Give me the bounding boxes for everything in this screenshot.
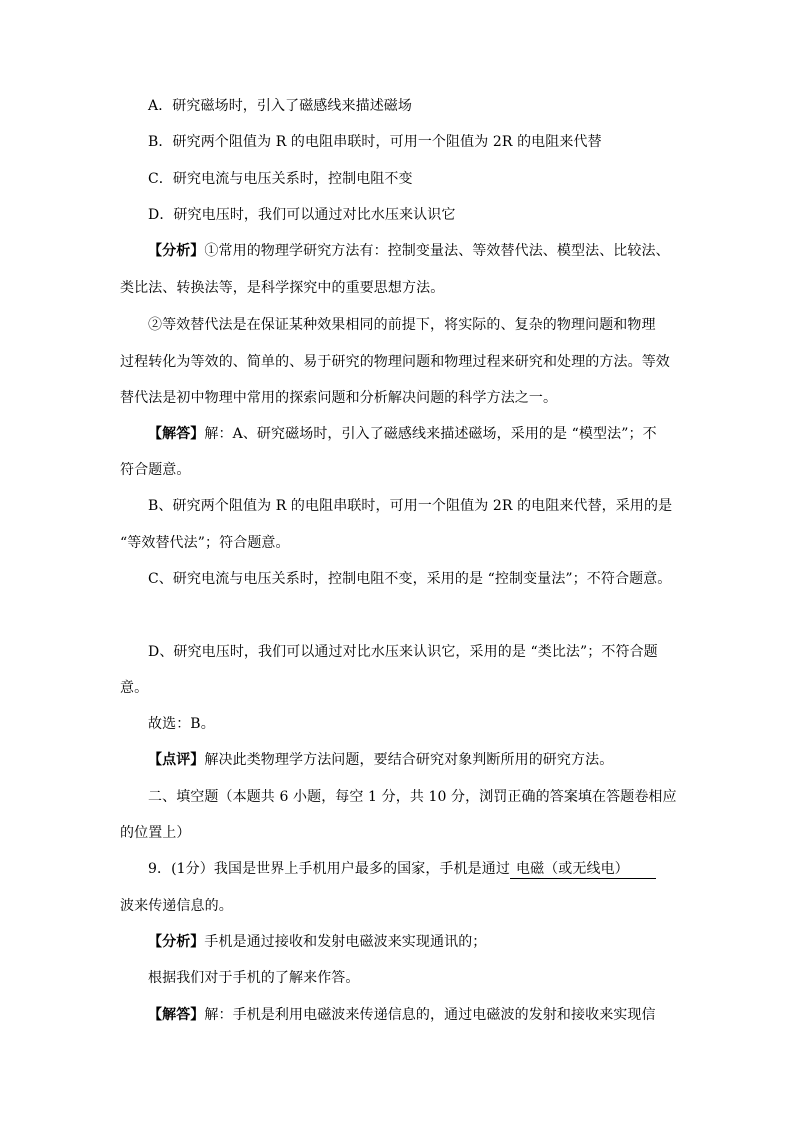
section-heading-line-2: 的位置上） bbox=[120, 825, 191, 841]
q9-analysis-line-1 bbox=[148, 932, 486, 952]
section-heading-line-1: 二、填空题（本题共 6 小题，每空 1 分，共 10 分，浏罚正确的答案填在答题卷相应 bbox=[148, 789, 677, 805]
option-b: B．研究两个阻值为 R 的电阻串联时，可用一个阻值为 2R 的电阻来代替 bbox=[148, 134, 602, 150]
question-9-answer-blank: 电磁（或无线电） bbox=[510, 860, 656, 879]
q9-solution-line-1 bbox=[148, 1005, 656, 1025]
solution-line-6: D、研究电压时，我们可以通过对比水压来认识它，采用的是 “类比法”；不符合题 bbox=[148, 644, 658, 660]
analysis-line-2: 类比法、转换法等，是科学探究中的重要思想方法。 bbox=[120, 280, 445, 296]
analysis-tag: 【分析】 bbox=[148, 243, 205, 259]
solution-tag: 【解答】 bbox=[148, 426, 205, 442]
solution-line-4: “等效替代法”；符合题意。 bbox=[120, 535, 290, 551]
analysis-line-4: 过程转化为等效的、简单的、易于研究的物理问题和物理过程来研究和处理的方法。等效 bbox=[120, 354, 670, 370]
q9-analysis-line-2: 根据我们对于手机的了解来作答。 bbox=[148, 970, 360, 986]
solution-line-3: B、研究两个阻值为 R 的电阻串联时，可用一个阻值为 2R 的电阻来代替，采用的是 bbox=[148, 498, 673, 514]
question-9-line-2: 波来传递信息的。 bbox=[120, 898, 233, 914]
option-c: C．研究电流与电压关系时，控制电阻不变 bbox=[148, 171, 413, 187]
comment-line bbox=[148, 750, 613, 770]
option-a: A．研究磁场时，引入了磁感线来描述磁场 bbox=[148, 98, 413, 114]
question-9-line-1 bbox=[148, 859, 656, 879]
analysis-line-1 bbox=[148, 241, 670, 261]
solution-line-5: C、研究电流与电压关系时，控制电阻不变，采用的是 “控制变量法”；不符合题意。 bbox=[148, 571, 672, 587]
solution-text: 解：A、研究磁场时，引入了磁感线来描述磁场，采用的是 “模型法”；不 bbox=[204, 426, 657, 442]
analysis-line-3: ②等效替代法是在保证某种效果相同的前提下，将实际的、复杂的物理问题和物理 bbox=[148, 317, 656, 333]
option-d: D．研究电压时，我们可以通过对比水压来认识它 bbox=[148, 207, 456, 223]
solution-line-1 bbox=[148, 424, 657, 444]
q9-analysis-tag: 【分析】 bbox=[148, 934, 205, 950]
question-9-text: 9．(1分）我国是世界上手机用户最多的国家，手机是通过 bbox=[148, 861, 510, 877]
q9-solution-text: 解：手机是利用电磁波来传递信息的，通过电磁波的发射和接收来实现信 bbox=[204, 1007, 656, 1023]
solution-line-2: 符合题意。 bbox=[120, 462, 191, 478]
analysis-line-5: 替代法是初中物理中常用的探索问题和分析解决问题的科学方法之一。 bbox=[120, 390, 558, 406]
analysis-text: ①常用的物理学研究方法有：控制变量法、等效替代法、模型法、比较法、 bbox=[204, 243, 670, 259]
solution-line-7: 意。 bbox=[120, 680, 149, 696]
q9-solution-tag: 【解答】 bbox=[148, 1007, 205, 1023]
q9-analysis-text: 手机是通过接收和发射电磁波来实现通讯的； bbox=[204, 934, 487, 950]
comment-tag: 【点评】 bbox=[148, 752, 205, 768]
answer-choice: 故选：B。 bbox=[148, 716, 215, 732]
comment-text: 解决此类物理学方法问题，要结合研究对象判断所用的研究方法。 bbox=[204, 752, 614, 768]
